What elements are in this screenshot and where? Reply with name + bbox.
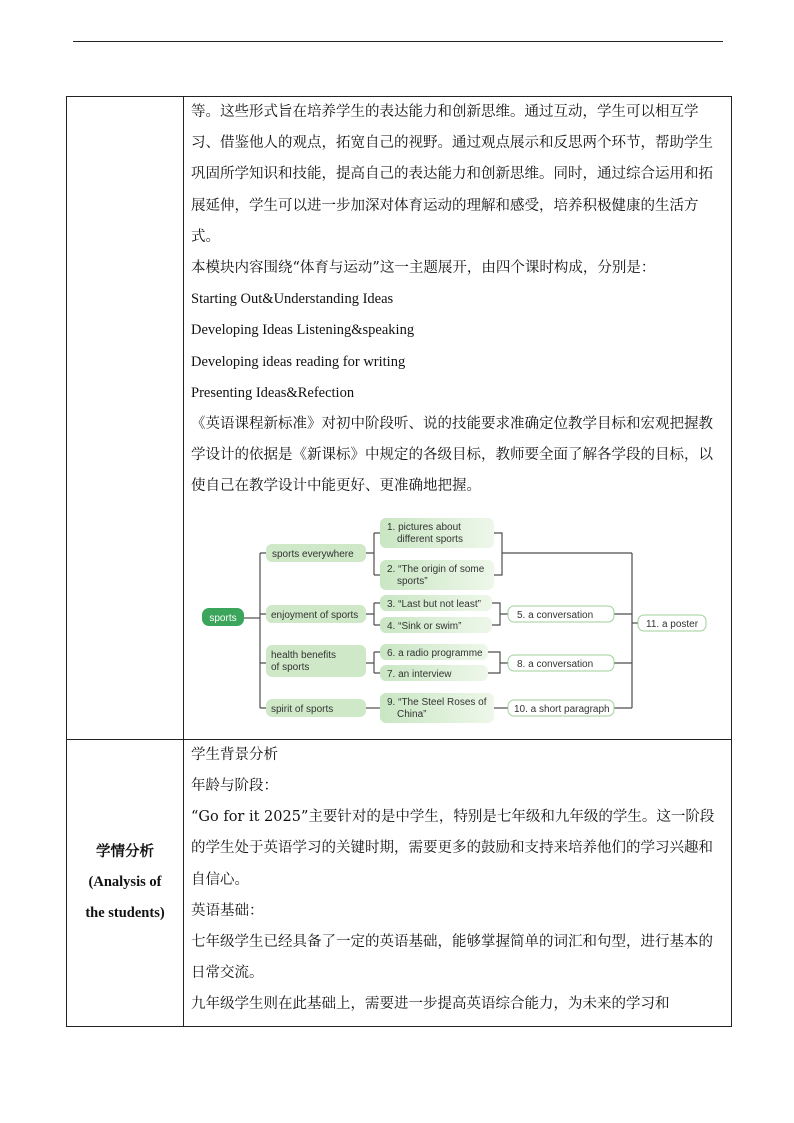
content-cell [184, 739, 732, 1026]
leaf-label: 6. a radio programme [387, 647, 483, 659]
paragraph: “Go for it 2025”主要针对的是中学生，特别是七年级和九年级的学生。这一阶段的学生处于英语学习的关键时期，需要更多的鼓励和支持来培养他们的学习兴趣和自信心。 [191, 809, 715, 888]
lesson-title: Developing Ideas Listening&speaking [191, 322, 415, 339]
output-label: 5. a conversation [517, 609, 594, 621]
leaf-label-line: 9. “The Steel Roses of [387, 696, 487, 708]
table-row [67, 97, 732, 740]
paragraph: 学生背景分析 [191, 746, 278, 763]
paragraph: 七年级学生已经具备了一定的英语基础，能够掌握简单的词汇和句型，进行基本的日常交流。 [191, 934, 713, 982]
output-label: 8. a conversation [517, 658, 594, 670]
header-rule [73, 41, 723, 42]
leaf-label-line: sports” [397, 575, 428, 587]
mind-map-diagram [194, 511, 734, 723]
leaf-label: 7. an interview [387, 668, 452, 680]
leaf-label-line: different sports [397, 533, 463, 545]
section-label: 学情分析 [96, 842, 154, 860]
root-node-label: sports [209, 612, 237, 624]
output-label: 10. a short paragraph [514, 703, 610, 715]
content-cell [184, 97, 732, 740]
empty-label-cell [67, 97, 184, 740]
paragraph: 九年级学生则在此基础上，需要进一步提高英语综合能力，为未来的学习和 [191, 996, 670, 1013]
paragraph: 英语基础： [191, 902, 264, 919]
branch-label-line: of sports [271, 661, 310, 673]
branch-label: sports everywhere [272, 548, 354, 560]
paragraph: 年龄与阶段： [191, 778, 278, 795]
leaf-label: 4. “Sink or swim” [387, 620, 462, 632]
lesson-plan-table [66, 96, 732, 1027]
lesson-title: Starting Out&Understanding Ideas [191, 291, 394, 308]
final-label: 11. a poster [646, 618, 699, 630]
paragraph: 《英语课程新标准》对初中阶段听、说的技能要求准确定位教学目标和宏观把握教学设计的依据是《新课标》中规定的各级目标，教师要全面了解各学段的目标，以使自己在教学设计中能更好、更准确地把握。 [191, 416, 713, 495]
paragraph: 等。这些形式旨在培养学生的表达能力和创新思维。通过互动，学生可以相互学习、借鉴他人的观点，拓宽自己的视野。通过观点展示和反思两个环节，帮助学生巩固所学知识和技能，提高自己的表达能力和创新思维。同时，通过综合运用和拓展延伸，学生可以进一步加深对体育运动的理解和感受，培养积极健康的生活方式。 [191, 104, 713, 245]
lesson-title: Presenting Ideas&Refection [191, 384, 355, 401]
leaf-label [387, 522, 463, 545]
leaf-label-line: 2. “The origin of some [387, 563, 485, 575]
branch-label: spirit of sports [271, 703, 334, 715]
lesson-title: Developing ideas reading for writing [191, 353, 406, 370]
leaf-label: 3. “Last but not least” [387, 598, 481, 610]
label-cell [67, 739, 184, 1026]
branch-label: enjoyment of sports [271, 609, 359, 621]
paragraph: 本模块内容围绕“体育与运动”这一主题展开，由四个课时构成，分别是： [191, 260, 656, 277]
table-row [67, 739, 732, 1026]
branch-label-line: health benefits [271, 649, 337, 661]
section-label-en: the students) [85, 905, 165, 922]
leaf-label-line: China” [397, 708, 427, 720]
leaf-label-line: 1. pictures about [387, 521, 461, 533]
section-label-en: (Analysis of [88, 874, 162, 891]
